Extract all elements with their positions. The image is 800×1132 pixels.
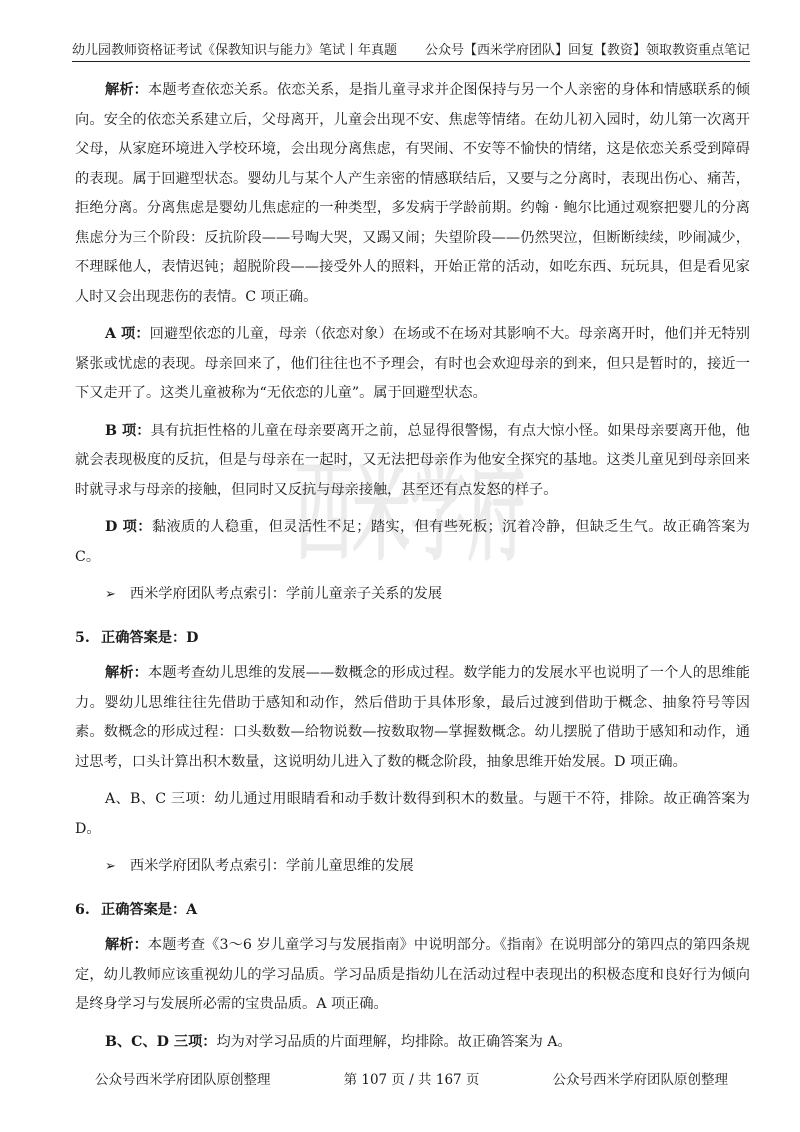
answer-text: 正确答案是：D [101, 629, 199, 646]
label: D 项： [105, 519, 152, 535]
arrow-bullet-icon: ➢ [105, 859, 116, 874]
explanation-paragraph-1 [75, 76, 750, 312]
watermark-text-1: 西米学府 [295, 448, 525, 576]
label: B、C、D 三项： [105, 1033, 217, 1050]
knowledge-index-1 [105, 580, 750, 610]
option-d-paragraph [75, 513, 750, 572]
footer-left-text: 公众号西米学府团队原创整理 [95, 1072, 271, 1088]
label: 解析： [105, 937, 148, 953]
option-bcd-paragraph [75, 1028, 750, 1058]
page-footer [95, 1068, 728, 1088]
knowledge-index-2 [105, 852, 750, 882]
page-number: 第 107 页 / 共 167 页 [343, 1072, 480, 1088]
header-left-text: 幼儿园教师资格证考试《保教知识与能力》笔试丨年真题 [72, 43, 398, 58]
text: 黏液质的人稳重，但灵活性不足；踏实，但有些死板；沉着冷静，但缺乏生气。故正确答案为 C。 [75, 519, 750, 565]
document-body [75, 76, 750, 1065]
option-b-paragraph [75, 417, 750, 506]
label: 解析： [105, 665, 149, 681]
option-abc-paragraph [75, 785, 750, 844]
arrow-bullet-icon: ➢ [105, 587, 116, 602]
question-number: 5. [75, 629, 90, 646]
question-5-answer [75, 624, 750, 654]
label: B 项： [105, 422, 151, 439]
label: A 项： [105, 326, 150, 342]
explanation-paragraph-6 [75, 931, 750, 1020]
question-6-answer [75, 896, 750, 926]
text: 本题考查依恋关系。依恋关系，是指儿童寻求并企图保持与另一个人亲密的身体和情感联系的倾向。安全的依恋关系建立后，父母离开，儿童会出现不安、焦虑等情绪。在幼儿初入园时，幼儿第一次离开父母，从家庭环境进入学校环境，会出现分离焦虑，有哭闹、不安等不愉快的情绪，这是依恋关系受到障碍的表现。属于回避型状态。婴幼儿与某个人产生亲密的情感联结后，又要与之分离时，表现出伤心、痛苦，拒绝分离。分离焦虑是婴幼儿焦虑症的一种类型，多发病于学龄前期。约翰 · 鲍尔比通过观察把婴儿的分离焦虑分为三个阶段：反抗阶段——号啕大哭，又踢又闹；失望阶段——仍然哭泣，但断断续续，吵闹减少，不理睬他人，表情迟钝；超脱阶段——接受外人的照料，开始正常的活动，如吃东西、玩玩具，但是看见家人时又会出现悲伤的表情。C 项正确。 [75, 82, 750, 305]
text: 具有抗拒性格的儿童在母亲要离开之前，总显得很警惕，有点大惊小怪。如果母亲要离开他，他就会表现极度的反抗，但是与母亲在一起时，又无法把母亲作为他安全探究的基地。这类儿童见到母亲回来时就寻求与母亲的接触，但同时又反抗与母亲接触，甚至还有点发怒的样子。 [75, 422, 750, 498]
question-number: 6. [75, 901, 90, 918]
page-header [72, 34, 750, 62]
header-right-text: 公众号【西米学府团队】回复【教资】领取教资重点笔记 [424, 43, 750, 58]
answer-text: 正确答案是：A [101, 901, 198, 918]
index-text: 西米学府团队考点索引：学前儿童亲子关系的发展 [129, 586, 443, 602]
text: 均为对学习品质的片面理解，均排除。故正确答案为 A。 [216, 1033, 572, 1050]
text: 回避型依恋的儿童，母亲（依恋对象）在场或不在场对其影响不大。母亲离开时，他们并无特别紧张或忧虑的表现。母亲回来了，他们往往也不予理会，有时也会欢迎母亲的到来，但只是暂时的，接近一下又走开了。这类儿童被称为“无依恋的儿童”。属于回避型状态。 [75, 326, 750, 401]
text: A、B、C 三项：幼儿通过用眼睛看和动手数计数得到积木的数量。与题干不符，排除。故正确答案为 D。 [75, 791, 750, 837]
index-text: 西米学府团队考点索引：学前儿童思维的发展 [129, 858, 414, 874]
footer-right-text: 公众号西米学府团队原创整理 [552, 1072, 728, 1088]
option-a-paragraph [75, 320, 750, 409]
label: 解析： [105, 82, 149, 98]
explanation-paragraph-5 [75, 659, 750, 777]
text: 本题考查幼儿思维的发展——数概念的形成过程。数学能力的发展水平也说明了一个人的思维能力。婴幼儿思维往往先借助于感知和动作，然后借助于具体形象，最后过渡到借助于概念、抽象符号等因素。数概念的形成过程：口头数数—给物说数—按数取物—掌握数概念。幼儿摆脱了借助于感知和动作，通过思考，口头计算出积木数量，这说明幼儿进入了数的概念阶段，抽象思维开始发展。D 项正确。 [75, 665, 750, 770]
text: 本题考查《3～6 岁儿童学习与发展指南》中说明部分。《指南》在说明部分的第四点的第四条规定，幼儿教师应该重视幼儿的学习品质。学习品质是指幼儿在活动过程中表现出的积极态度和良好行为倾向是终身学习与发展所必需的宝贵品质。A 项正确。 [75, 937, 750, 1012]
